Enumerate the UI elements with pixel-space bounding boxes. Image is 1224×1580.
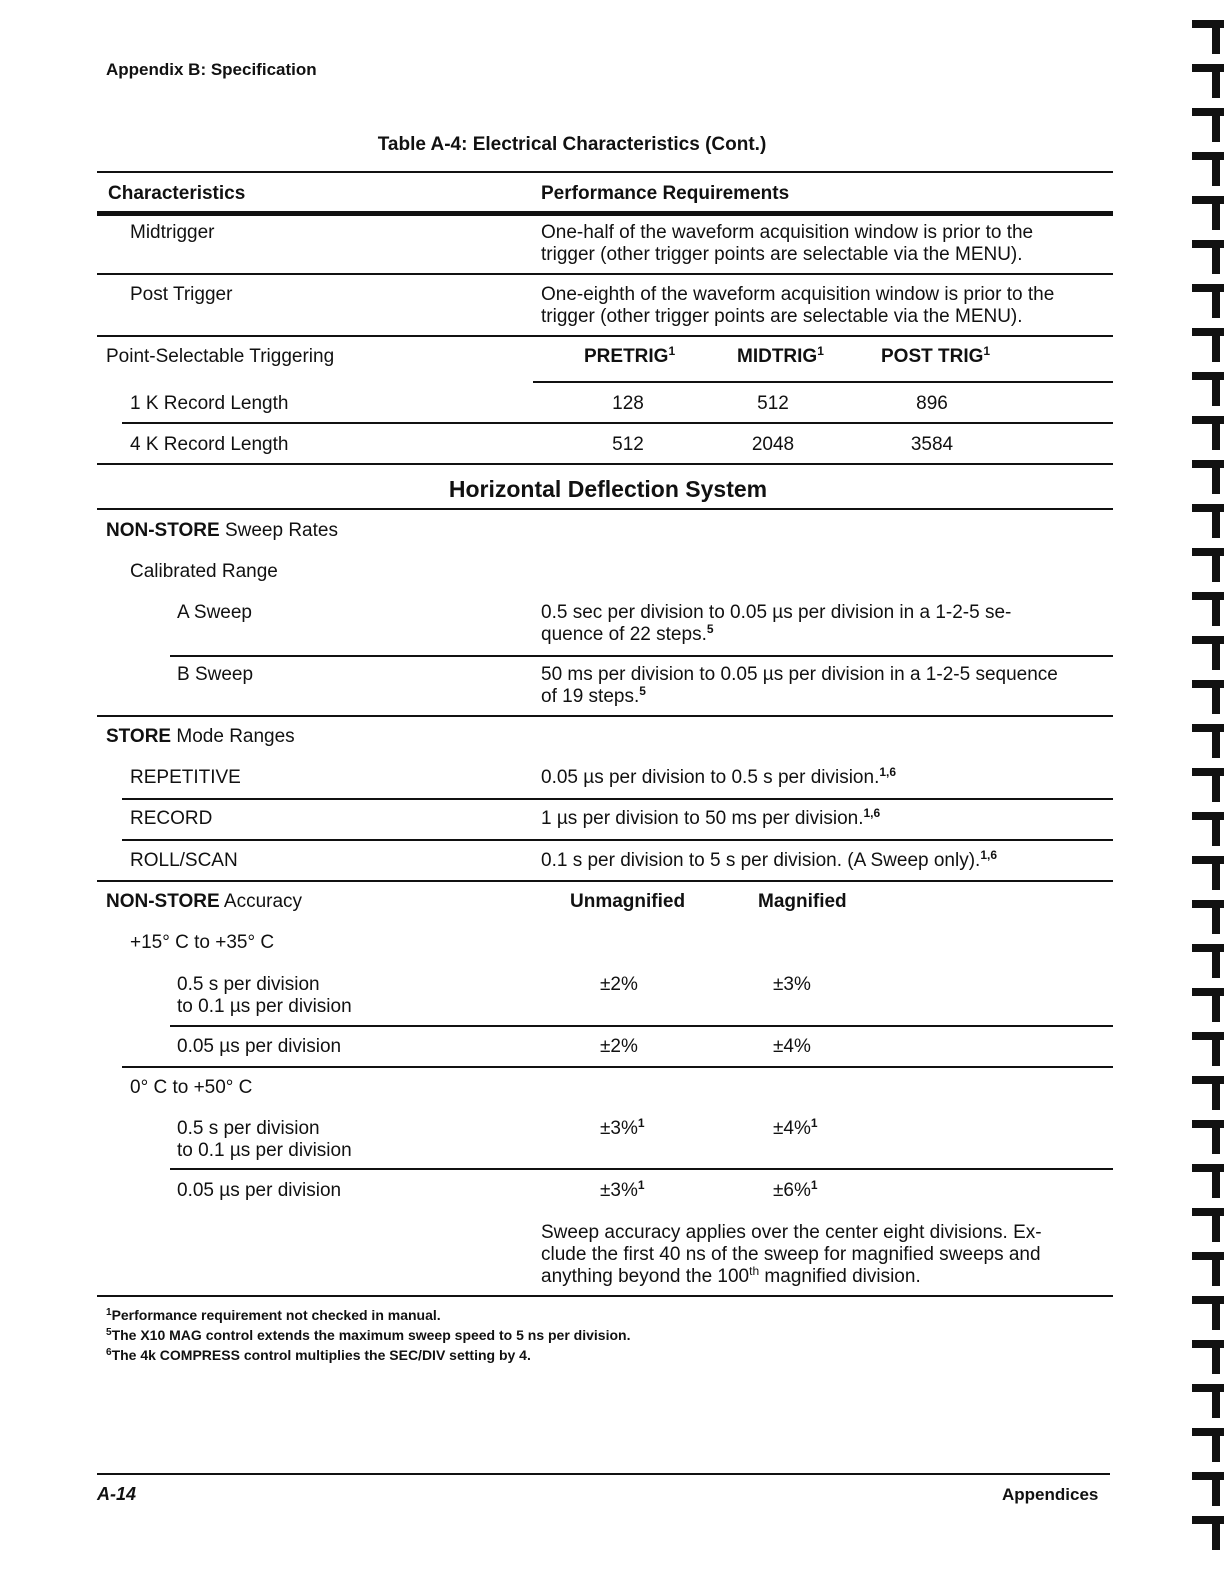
r2a-unmag: ±3%$^1$ [600,1116,645,1139]
subheader-rule [533,381,1113,383]
binding-mark [1212,248,1220,274]
binding-mark [1192,1032,1224,1040]
binding-mark [1212,72,1220,98]
binding-mark [1192,1120,1224,1128]
binding-mark [1212,1084,1220,1110]
binding-mark [1212,1480,1220,1506]
r2a-mag: ±4%$^1$ [773,1116,818,1139]
row-rule [97,715,1113,717]
post-trigger-line1: One-eighth of the waveform acquisition window is prior to the [541,284,1055,305]
binding-mark [1212,952,1220,978]
r1a-line1: 0.5 s per division [177,974,320,995]
binding-mark [1192,1340,1224,1348]
binding-mark [1192,372,1224,380]
r2b-mag: ±6%$^1$ [773,1178,818,1201]
midtrig-header: MIDTRIG$^1$ [737,344,824,367]
record-1k-pretrig: 128 [612,393,644,414]
binding-mark [1192,988,1224,996]
col-header-requirements: Performance Requirements [541,183,790,204]
binding-mark [1192,1384,1224,1392]
table-bottom-rule [97,1295,1113,1297]
row-rule [122,839,1113,841]
r1a-mag: ±3% [773,974,811,995]
remark-line3: anything beyond the 100th magnified division. [541,1264,921,1287]
table-top-rule [97,171,1113,173]
binding-mark [1212,996,1220,1022]
binding-mark [1212,204,1220,230]
binding-mark [1192,636,1224,644]
binding-mark [1212,644,1220,670]
roll-scan-label: ROLL/SCAN [130,850,238,871]
r2a-line2: to 0.1 µs per division [177,1140,352,1161]
row-rule [170,655,1113,657]
a-sweep-label: A Sweep [177,602,252,623]
binding-mark [1212,1128,1220,1154]
binding-mark [1192,724,1224,732]
binding-mark [1192,680,1224,688]
record-1k-label: 1 K Record Length [130,393,289,414]
footnote-5: $^5$The X10 MAG control extends the maximum sweep speed to 5 ns per division. [106,1327,631,1343]
calibrated-range-label: Calibrated Range [130,561,278,582]
binding-mark [1212,908,1220,934]
binding-mark [1192,1164,1224,1172]
binding-mark [1192,944,1224,952]
binding-mark [1212,1304,1220,1330]
b-sweep-line1: 50 ms per division to 0.05 µs per division in a 1-2-5 sequence [541,664,1058,685]
footer-section: Appendices [1002,1485,1099,1504]
binding-mark [1212,1040,1220,1066]
binding-mark [1212,820,1220,846]
footnote-6: $^6$The 4k COMPRESS control multiplies the SEC/DIV setting by 4. [106,1347,531,1363]
running-header: Appendix B: Specification [106,60,317,79]
binding-mark [1192,64,1224,72]
binding-mark [1212,380,1220,406]
binding-mark [1212,1348,1220,1374]
r1a-unmag: ±2% [600,974,638,995]
binding-mark [1192,240,1224,248]
record-4k-midtrig: 2048 [751,434,795,455]
binding-mark [1212,1524,1220,1550]
temp-range-2: 0° C to +50° C [130,1077,253,1098]
record-1k-posttrig: 896 [916,393,948,414]
nonstore-sweep-label: NON-STORE Sweep Rates [106,520,338,541]
unmagnified-header: Unmagnified [570,891,686,912]
binding-mark [1192,812,1224,820]
store-mode-label: STORE Mode Ranges [106,726,295,747]
header-rule [97,211,1113,216]
row-rule [170,1025,1113,1027]
a-sweep-line2: quence of 22 steps.$^5$ [541,622,714,645]
row-rule [97,880,1113,882]
footnote-1: $^1$Performance requirement not checked in manual. [106,1307,441,1323]
binding-mark [1192,20,1224,28]
r2b-label: 0.05 µs per division [177,1180,342,1201]
binding-mark [1212,336,1220,362]
magnified-header: Magnified [758,891,847,912]
binding-edge-marks [1176,0,1224,1580]
binding-mark [1212,424,1220,450]
section-rule [97,508,1113,510]
r2b-unmag: ±3%$^1$ [600,1178,645,1201]
row-rule [122,422,1113,424]
record-4k-pretrig: 512 [612,434,644,455]
r1b-unmag: ±2% [600,1036,638,1057]
binding-mark [1212,1172,1220,1198]
row-rule [97,335,1113,337]
binding-mark [1212,732,1220,758]
record-4k-posttrig: 3584 [910,434,954,455]
binding-mark [1192,1472,1224,1480]
midtrigger-label: Midtrigger [130,222,215,243]
binding-mark [1192,548,1224,556]
midtrigger-line1: One-half of the waveform acquisition window is prior to the [541,222,1034,243]
a-sweep-line1: 0.5 sec per division to 0.05 µs per division in a 1-2-5 se- [541,602,1012,623]
post-trigger-label: Post Trigger [130,284,233,305]
remark-line1: Sweep accuracy applies over the center eight divisions. Ex- [541,1222,1042,1243]
binding-mark [1192,284,1224,292]
binding-mark [1212,776,1220,802]
binding-mark [1212,1260,1220,1286]
binding-mark [1192,1516,1224,1524]
posttrig-header: POST TRIG$^1$ [881,344,991,367]
binding-mark [1192,460,1224,468]
binding-mark [1212,688,1220,714]
row-rule [97,273,1113,275]
row-rule [97,463,1113,465]
midtrigger-line2: trigger (other trigger points are selectable via the MENU). [541,244,1023,265]
r2a-line1: 0.5 s per division [177,1118,320,1139]
binding-mark [1212,468,1220,494]
roll-scan-value: 0.1 s per division to 5 s per division. (A Sweep only).$^{1,6}$ [541,848,998,871]
post-trigger-line2: trigger (other trigger points are selectable via the MENU). [541,306,1023,327]
binding-mark [1212,160,1220,186]
remark-line2: clude the first 40 ns of the sweep for magnified sweeps and [541,1244,1041,1265]
section-title: Horizontal Deflection System [448,476,768,502]
b-sweep-line2: of 19 steps.$^5$ [541,684,646,707]
binding-mark [1212,864,1220,890]
binding-mark [1192,856,1224,864]
binding-mark [1212,600,1220,626]
r1a-line2: to 0.1 µs per division [177,996,352,1017]
binding-mark [1212,1436,1220,1462]
binding-mark [1212,556,1220,582]
row-rule [122,1066,1113,1068]
point-selectable-label: Point-Selectable Triggering [106,346,335,367]
binding-mark [1192,416,1224,424]
row-rule [122,798,1113,800]
record-value: 1 µs per division to 50 ms per division.$^{1,6}$ [541,806,881,829]
binding-mark [1192,328,1224,336]
binding-mark [1192,504,1224,512]
r1b-mag: ±4% [773,1036,811,1057]
binding-mark [1192,1076,1224,1084]
binding-mark [1192,592,1224,600]
pretrig-header: PRETRIG$^1$ [584,344,676,367]
row-rule [170,1168,1113,1170]
repetitive-value: 0.05 µs per division to 0.5 s per division.$^{1,6}$ [541,765,897,788]
table-title: Table A-4: Electrical Characteristics (Cont.) [377,134,767,155]
binding-mark [1212,116,1220,142]
temp-range-1: +15° C to +35° C [130,932,275,953]
record-label: RECORD [130,808,213,829]
accuracy-label: NON-STORE Accuracy [106,891,303,912]
binding-mark [1212,28,1220,54]
binding-mark [1192,196,1224,204]
footer-rule [97,1473,1110,1475]
binding-mark [1212,512,1220,538]
record-4k-label: 4 K Record Length [130,434,289,455]
page-number: A-14 [97,1484,137,1504]
r1b-label: 0.05 µs per division [177,1036,342,1057]
binding-mark [1212,292,1220,318]
binding-mark [1212,1216,1220,1242]
binding-mark [1192,1428,1224,1436]
binding-mark [1212,1392,1220,1418]
binding-mark [1192,1252,1224,1260]
record-1k-midtrig: 512 [757,393,789,414]
binding-mark [1192,768,1224,776]
binding-mark [1192,1296,1224,1304]
binding-mark [1192,108,1224,116]
binding-mark [1192,1208,1224,1216]
b-sweep-label: B Sweep [177,664,254,685]
col-header-characteristics: Characteristics [108,183,246,204]
binding-mark [1192,152,1224,160]
binding-mark [1192,900,1224,908]
repetitive-label: REPETITIVE [130,767,241,788]
